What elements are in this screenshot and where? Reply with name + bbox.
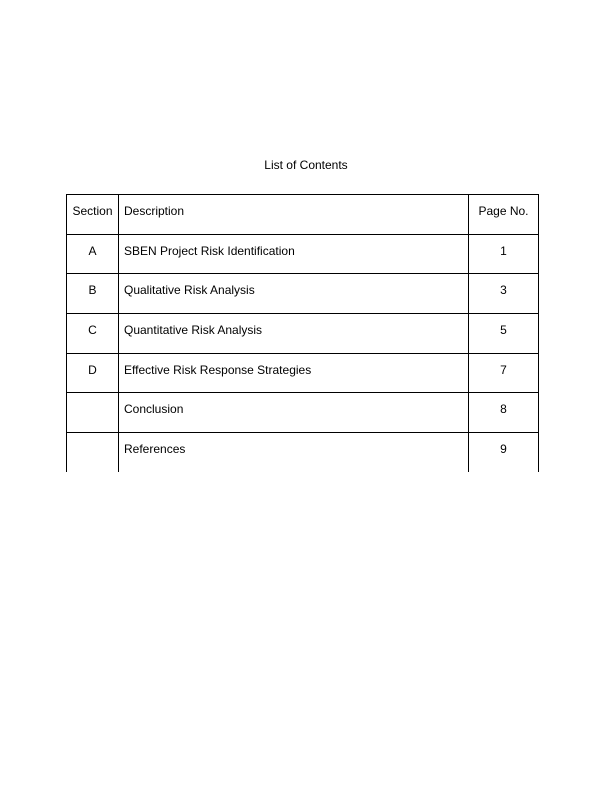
row-section: A — [66, 235, 118, 274]
row-page: 1 — [468, 235, 539, 274]
row-section: C — [66, 314, 118, 353]
table-row — [66, 353, 539, 393]
row-description: Effective Risk Response Strategies — [118, 354, 468, 393]
table-row — [66, 432, 539, 472]
row-page: 3 — [468, 274, 539, 313]
row-page: 5 — [468, 314, 539, 353]
row-section: D — [66, 354, 118, 393]
header-section: Section — [66, 195, 118, 234]
row-page: 9 — [468, 433, 539, 472]
table-row — [66, 392, 539, 432]
header-description: Description — [118, 195, 468, 234]
row-description: SBEN Project Risk Identification — [118, 235, 468, 274]
table-row — [66, 313, 539, 353]
row-description: Conclusion — [118, 393, 468, 432]
row-page: 8 — [468, 393, 539, 432]
document-title: List of Contents — [264, 158, 348, 172]
table-header-row — [66, 194, 539, 234]
row-section: B — [66, 274, 118, 313]
table-row — [66, 234, 539, 274]
row-page: 7 — [468, 354, 539, 393]
contents-table — [66, 194, 539, 472]
row-section — [66, 433, 118, 472]
row-section — [66, 393, 118, 432]
table-row — [66, 273, 539, 313]
row-description: Quantitative Risk Analysis — [118, 314, 468, 353]
row-description: Qualitative Risk Analysis — [118, 274, 468, 313]
row-description: References — [118, 433, 468, 472]
header-page: Page No. — [468, 195, 539, 234]
